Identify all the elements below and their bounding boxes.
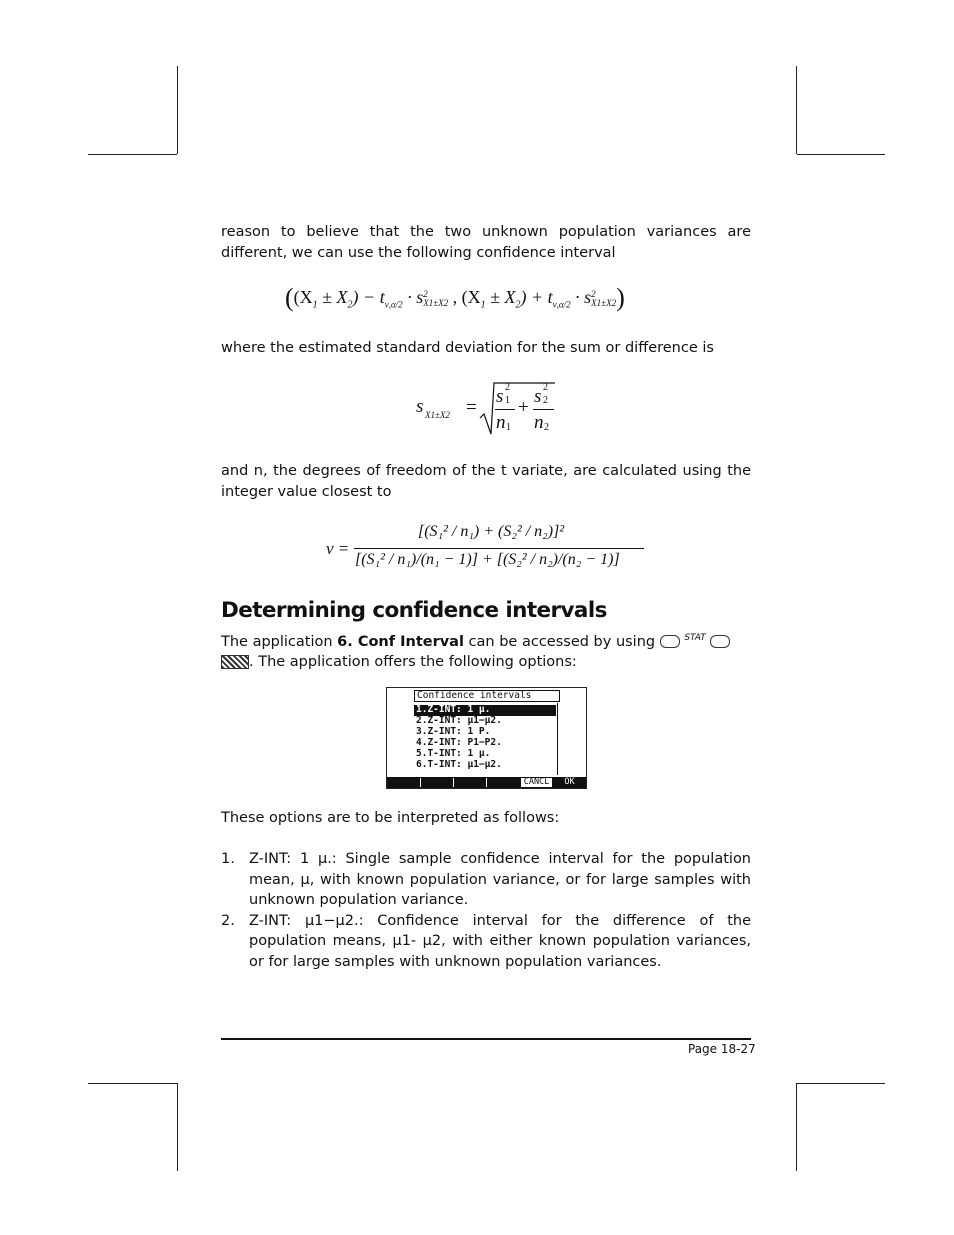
formula-sub: 2: [347, 299, 353, 311]
calc-option-6[interactable]: 6.T-INT: μ1−μ2.: [416, 759, 502, 770]
app-text: can be accessed by using: [463, 633, 660, 650]
formula-eq: =: [466, 397, 477, 418]
crop-mark: [88, 1083, 177, 1084]
formula-sub: 1: [505, 395, 510, 406]
app-text: The application: [221, 633, 338, 650]
formula-sub: 2: [544, 422, 549, 433]
app-name: 6. Conf Interval: [337, 633, 464, 650]
softkey-blank[interactable]: [389, 778, 419, 787]
softkey-divider: [453, 778, 454, 787]
section-heading: Determining confidence intervals: [221, 598, 607, 623]
softkey-blank[interactable]: [422, 778, 452, 787]
list-text: Z-INT: μ1−μ2.: Confidence interval for the difference of the population means, μ1- μ2, with either known population variances, or for large samples with unknown population variances.: [249, 912, 751, 970]
standard-deviation-formula: [414, 378, 564, 438]
dof-paragraph: and n, the degrees of freedom of the t variate, are calculated using the integer value closest to: [221, 463, 751, 500]
calc-option-3[interactable]: 3.Z-INT: 1 P.: [416, 726, 491, 737]
app-text: . The application offers the following options:: [249, 654, 577, 671]
formula-lhs: s: [416, 396, 424, 417]
calc-option-1[interactable]: 1.Z-INT: 1 μ.: [414, 705, 556, 716]
footer-rule: [221, 1038, 751, 1040]
softkey-divider: [420, 778, 421, 787]
softkey-blank[interactable]: [488, 778, 518, 787]
list-item: [221, 911, 751, 973]
crop-mark: [796, 1083, 797, 1171]
formula-term: (X: [293, 287, 313, 307]
formula-plus: +: [518, 397, 529, 418]
fraction-line: [354, 548, 644, 549]
stat-label: STAT: [684, 633, 706, 643]
formula-sup: 2: [543, 382, 548, 393]
degrees-of-freedom-formula: [322, 520, 652, 580]
formula-term: ± X: [317, 287, 348, 307]
formula-sub: X1±X2: [591, 297, 617, 308]
formula-sub: 1: [480, 299, 486, 311]
formula-sup: 2: [423, 288, 428, 299]
formula-den: n: [534, 412, 544, 433]
formula-term: · s: [570, 287, 592, 307]
formula-term: ) + t: [520, 287, 553, 307]
formula-paren: (: [285, 283, 294, 312]
formula-term: (X: [461, 287, 481, 307]
right-shift-key-icon: [660, 635, 680, 648]
crop-mark: [796, 66, 797, 154]
options-list: [221, 849, 751, 972]
sd-paragraph: where the estimated standard deviation for the sum or difference is: [221, 340, 714, 356]
softkey-divider: [486, 778, 487, 787]
softkey-ok[interactable]: OK: [564, 777, 575, 787]
formula-sub: 1: [312, 299, 318, 311]
formula-sup: 2: [591, 288, 596, 299]
formula-sub: 1: [506, 422, 511, 433]
calc-option-5[interactable]: 5.T-INT: 1 μ.: [416, 748, 491, 759]
crop-mark: [797, 1083, 885, 1084]
calc-scrollbar: [557, 703, 558, 775]
calc-option-2[interactable]: 2.Z-INT: μ1−μ2.: [416, 715, 502, 726]
list-text: Z-INT: 1 μ.: Single sample confidence interval for the population mean, μ, with known population variance, or for large samples with unknown population variance.: [249, 851, 751, 908]
formula-sub: 2: [543, 395, 548, 406]
calc-option-4[interactable]: 4.Z-INT: P1−P2.: [416, 737, 502, 748]
formula-numerator: [(S₁² / n₁) + (S₂² / n₂)]²: [418, 523, 565, 540]
formula-term: ,: [448, 287, 462, 307]
formula-denominator: [(S₁² / n₁)/(n₁ − 1)] + [(S₂² / n₂)/(n₂ − 1)]: [355, 551, 620, 568]
crop-mark: [177, 1083, 178, 1171]
formula-sub: ν,α/2: [552, 299, 571, 310]
crop-mark: [88, 154, 177, 155]
softkey-blank[interactable]: [455, 778, 485, 787]
fraction-line: [495, 409, 515, 410]
formula-term: ± X: [485, 287, 516, 307]
list-number: 1.: [221, 851, 235, 867]
formula-num: s: [496, 386, 504, 407]
up-arrow-key-icon: [710, 635, 730, 648]
fraction-line: [533, 409, 554, 410]
application-paragraph: [221, 628, 751, 673]
ok-softkey-icon: [221, 655, 249, 669]
formula-lhs: ν =: [326, 539, 350, 558]
formula-paren: ): [616, 283, 625, 312]
formula-den: n: [496, 412, 506, 433]
calculator-screen: [386, 687, 587, 789]
list-item: [221, 849, 751, 911]
calc-title: Confidence intervals: [414, 690, 560, 702]
crop-mark: [797, 154, 885, 155]
page-number: Page 18-27: [688, 1042, 756, 1056]
interpret-paragraph: These options are to be interpreted as follows:: [221, 810, 560, 826]
formula-lhs-sub: X1±X2: [425, 410, 450, 420]
formula-term: ) − t: [352, 287, 385, 307]
softkey-cancel[interactable]: CANCL: [521, 778, 552, 787]
confidence-interval-formula: [285, 283, 625, 313]
formula-term: · s: [402, 287, 424, 307]
intro-paragraph: reason to believe that the two unknown population variances are different, we can use the following confidence interval: [221, 224, 751, 261]
formula-sub: ν,α/2: [384, 299, 403, 310]
formula-num: s: [534, 386, 542, 407]
formula-sup: 2: [505, 382, 510, 393]
crop-mark: [177, 66, 178, 154]
formula-sub: X1±X2: [423, 297, 449, 308]
formula-sub: 2: [515, 299, 521, 311]
list-number: 2.: [221, 912, 235, 929]
